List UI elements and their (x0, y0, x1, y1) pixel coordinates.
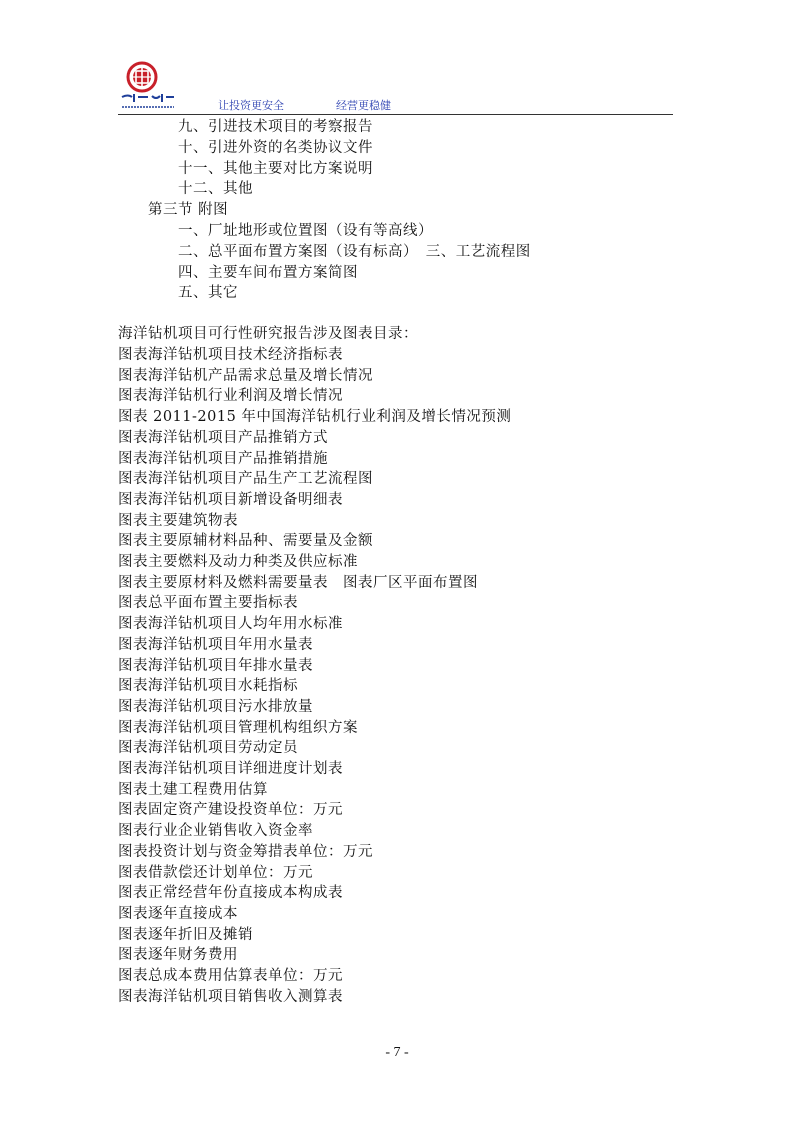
figure-list-item: 图表海洋钻机项目产品推销措施 (118, 450, 328, 467)
outline-item: 五、其它 (178, 285, 238, 302)
slogan-stable-operation: 经营更稳健 (336, 99, 391, 112)
figure-list-item: 图表固定资产建设投资单位：万元 (118, 802, 343, 819)
figure-list-item: 图表海洋钻机行业利润及增长情况 (118, 388, 343, 405)
figure-list-item: 图表总成本费用估算表单位：万元 (118, 968, 343, 984)
figure-list-item: 图表海洋钻机项目技术经济指标表 (118, 347, 343, 363)
figure-list-item: 图表海洋钻机项目新增设备明细表 (118, 491, 343, 508)
outline-item: 二、总平面布置方案图（设有标高） 三、工艺流程图 (178, 243, 531, 260)
figure-list-item: 图表借款偿还计划单位：万元 (118, 864, 313, 881)
figure-list-item: 图表海洋钻机项目污水排放量 (118, 698, 313, 715)
figure-list-item: 图表主要燃料及动力种类及供应标准 (118, 554, 358, 570)
figure-list-item: 图表海洋钻机项目劳动定员 (118, 740, 298, 757)
outline-item: 第三节 附图 (148, 202, 229, 219)
figure-list-item: 图表总平面布置主要指标表 (118, 595, 298, 612)
figure-list-item: 图表主要建筑物表 (118, 512, 238, 529)
figure-list-item: 图表海洋钻机项目详细进度计划表 (118, 761, 343, 777)
figure-list-item: 图表行业企业销售收入资金率 (118, 823, 313, 840)
outline-item: 十、引进外资的名类协议文件 (178, 139, 373, 156)
figure-list-item: 图表海洋钻机项目产品推销方式 (118, 429, 328, 446)
outline-item: 九、引进技术项目的考察报告 (178, 119, 373, 135)
figure-list-item: 图表主要原辅材料品种、需要量及金额 (118, 533, 373, 550)
figure-list-item: 图表海洋钻机项目水耗指标 (118, 678, 298, 695)
outline-item: 十二、其他 (178, 181, 253, 198)
figure-list-item: 图表土建工程费用估算 (118, 781, 268, 798)
slogan-safe-investment: 让投资更安全 (218, 99, 284, 112)
company-logo-icon (118, 56, 180, 114)
figure-list-item: 图表投资计划与资金筹措表单位：万元 (118, 843, 373, 860)
figure-list-item: 图表海洋钻机产品需求总量及增长情况 (118, 367, 373, 384)
outline-item: 四、主要车间布置方案简图 (178, 264, 358, 281)
figure-list-title: 海洋钻机项目可行性研究报告涉及图表目录： (118, 326, 418, 342)
figure-list-item: 图表逐年折旧及摊销 (118, 926, 253, 943)
figure-list-item: 图表主要原材料及燃料需要量表 图表厂区平面布置图 (118, 574, 478, 591)
outline-item: 一、厂址地形或位置图（设有等高线） (178, 223, 433, 239)
outline-item: 十一、其他主要对比方案说明 (178, 160, 373, 177)
figure-list-item: 图表逐年直接成本 (118, 905, 238, 922)
figure-list-item: 图表海洋钻机项目管理机构组织方案 (118, 719, 358, 736)
page-number: - 7 - (385, 1045, 409, 1060)
page-header (118, 56, 673, 115)
figure-list-item: 图表海洋钻机项目人均年用水标准 (118, 616, 343, 633)
figure-list-item: 图表正常经营年份直接成本构成表 (118, 885, 343, 902)
figure-list-item: 图表逐年财务费用 (118, 947, 238, 964)
figure-list-item: 图表海洋钻机项目年排水量表 (118, 657, 313, 674)
figure-list-item: 图表海洋钻机项目年用水量表 (118, 636, 313, 653)
figure-list-item: 图表 2011-2015 年中国海洋钻机行业利润及增长情况预测 (118, 409, 512, 426)
figure-list-item: 图表海洋钻机项目销售收入测算表 (118, 988, 343, 1005)
figure-list-item: 图表海洋钻机项目产品生产工艺流程图 (118, 471, 373, 488)
